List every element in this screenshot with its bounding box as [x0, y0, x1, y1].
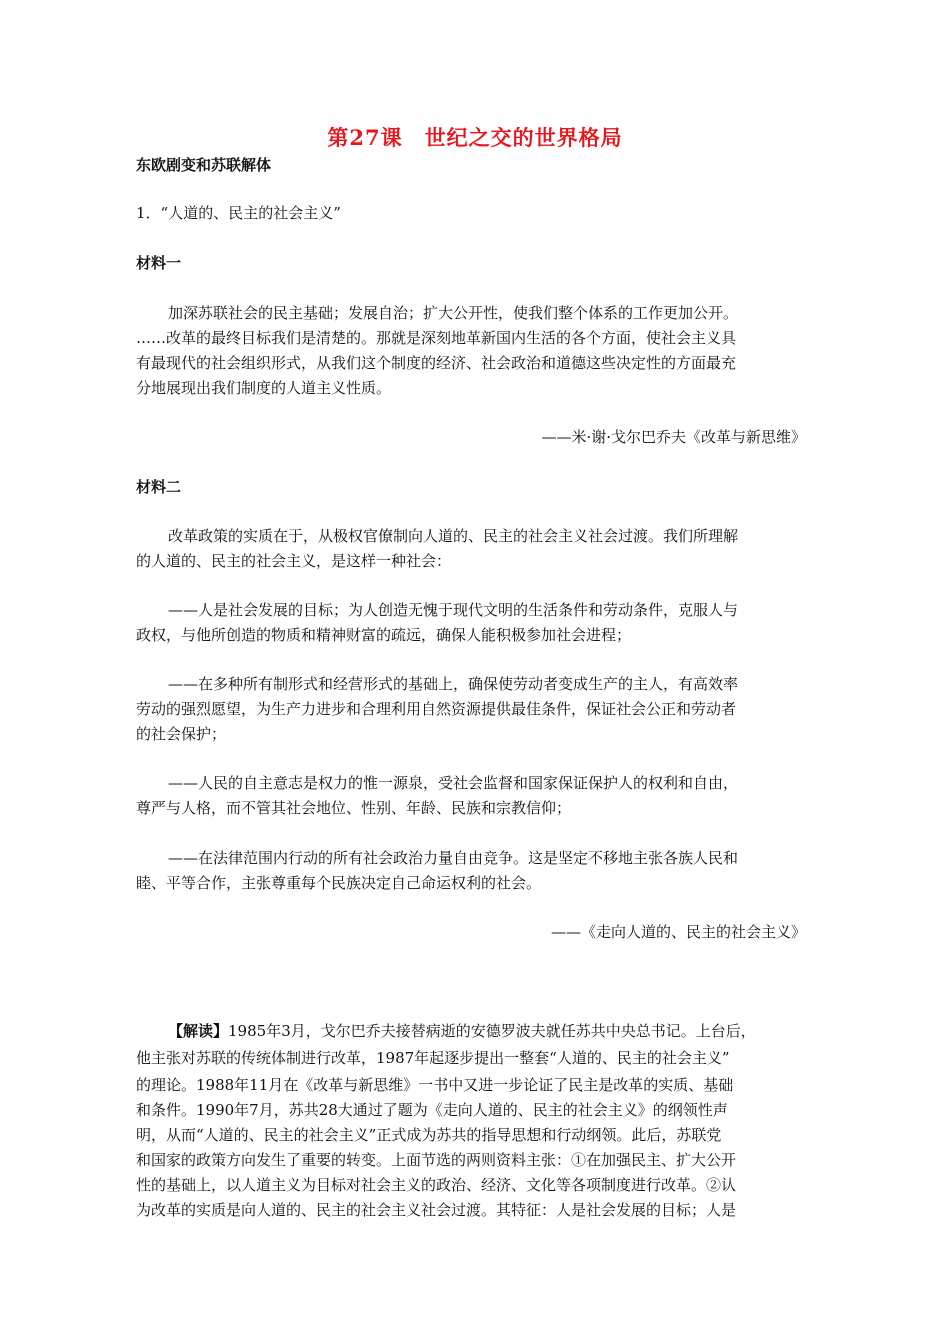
material2-line: ——在多种所有制形式和经营形式的基础上，确保使劳动者变成生产的主人，有高效率 [168, 675, 739, 693]
material1-line: 有最现代的社会组织形式，从我们这个制度的经济、社会政治和道德这些决定性的方面最充 [136, 354, 737, 372]
material2-source: ——《走向人道的、民主的社会主义》 [550, 923, 806, 941]
material2-line: 睦、平等合作，主张尊重每个民族决定自己命运权利的社会。 [136, 874, 542, 892]
material2-line: 政权，与他所创造的物质和精神财富的疏远，确保人能积极参加社会进程； [136, 626, 632, 644]
interpretation-text: 1985年3月，戈尔巴乔夫接替病逝的安德罗波夫就任苏共中央总书记。上台后， [228, 1022, 756, 1040]
lesson-topic: 世纪之交的世界格局 [424, 125, 623, 150]
interpretation-line: 性的基础上，以人道主义为目标对社会主义的政治、经济、文化等各项制度进行改革。②认 [136, 1176, 737, 1194]
interpretation-line: 和条件。1990年7月，苏共28大通过了题为《走向人道的、民主的社会主义》的纲领性声 [136, 1101, 728, 1119]
interpretation-line: 他主张对苏联的传统体制进行改革，1987年起逐步提出一整套“人道的、民主的社会主义” [136, 1049, 730, 1067]
material2-line: 的人道的、民主的社会主义，是这样一种社会： [136, 552, 452, 570]
interpretation-line: 的理论。1988年11月在《改革与新思维》一书中又进一步论证了民主是改革的实质、基础 [136, 1076, 734, 1094]
material2-line: 改革政策的实质在于，从极权官僚制向人道的、民主的社会主义社会过渡。我们所理解 [168, 527, 739, 545]
material2-line: ——在法律范围内行动的所有社会政治力量自由竞争。这是坚定不移地主张各族人民和 [168, 849, 739, 867]
material2-line: ——人是社会发展的目标；为人创造无愧于现代文明的生活条件和劳动条件，克服人与 [168, 601, 739, 619]
material2-line: 的社会保护； [136, 725, 227, 743]
interpretation-line: 和国家的政策方向发生了重要的转变。上面节选的两则资料主张：①在加强民主、扩大公开 [136, 1151, 737, 1169]
section-heading: 东欧剧变和苏联解体 [136, 156, 272, 174]
material2-line: 劳动的强烈愿望，为生产力进步和合理利用自然资源提供最佳条件，保证社会公正和劳动者 [136, 700, 737, 718]
material2-line: 尊严与人格，而不管其社会地位、性别、年龄、民族和宗教信仰； [136, 799, 572, 817]
interpretation-line: 明，从而“人道的、民主的社会主义”正式成为苏共的指导思想和行动纲领。此后，苏联党 [136, 1126, 722, 1144]
material2-heading: 材料二 [136, 478, 182, 496]
interpretation-label: 【解读】 [168, 1022, 229, 1040]
interpretation-line: 为改革的实质是向人道的、民主的社会主义社会过渡。其特征：人是社会发展的目标；人是 [136, 1201, 737, 1219]
page-title [0, 122, 950, 152]
material1-heading: 材料一 [136, 254, 182, 272]
material1-line: 分地展现出我们制度的人道主义性质。 [136, 379, 392, 397]
interpretation-first-line [136, 1019, 816, 1043]
material1-source: ——米·谢·戈尔巴乔夫《改革与新思维》 [541, 428, 806, 446]
lesson-number: 第27课 [327, 125, 403, 150]
material2-line: ——人民的自主意志是权力的惟一源泉，受社会监督和国家保证保护人的权利和自由， [168, 774, 739, 792]
material1-line: ……改革的最终目标我们是清楚的。那就是深刻地革新国内生活的各个方面，使社会主义具 [136, 329, 737, 347]
material1-line: 加深苏联社会的民主基础；发展自治；扩大公开性，使我们整个体系的工作更加公开。 [168, 304, 739, 322]
item-heading: 1．“人道的、民主的社会主义” [136, 204, 341, 222]
